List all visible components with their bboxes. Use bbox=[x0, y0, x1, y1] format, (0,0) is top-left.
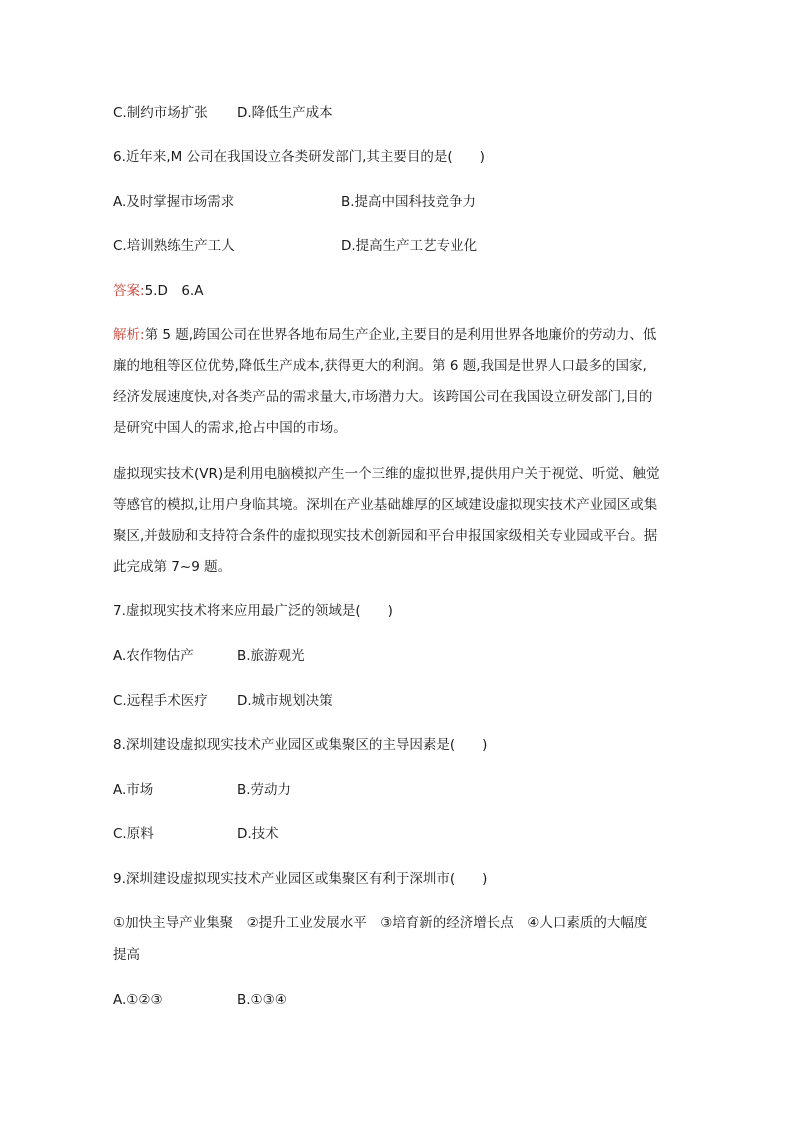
analysis-line-2: 廉的地租等区位优势,降低生产成本,获得更大的利润。第 6 题,我国是世界人口最多的国家, bbox=[113, 358, 647, 374]
answer-label: 答案: bbox=[113, 283, 145, 299]
q8-option-c: C.原料 bbox=[113, 826, 154, 842]
q7-options-row-2 bbox=[113, 692, 333, 710]
q7-options-row-1 bbox=[113, 647, 305, 665]
q6-option-b: B.提高中国科技竞争力 bbox=[341, 194, 477, 210]
q8-option-b: B.劳动力 bbox=[237, 782, 292, 798]
q6-option-c: C.培训熟练生产工人 bbox=[113, 238, 235, 254]
q7-stem: 7.虚拟现实技术将来应用最广泛的领域是( ) bbox=[113, 603, 393, 619]
q9-items-line-1: ①加快主导产业集聚 ②提升工业发展水平 ③培育新的经济增长点 ④人口素质的大幅度 bbox=[113, 915, 648, 931]
q5-option-d: D.降低生产成本 bbox=[237, 105, 333, 121]
q6-option-d: D.提高生产工艺专业化 bbox=[341, 238, 478, 254]
analysis-line-1 bbox=[113, 326, 683, 344]
answer-text: 5.D 6.A bbox=[144, 283, 204, 299]
q8-options-row-1 bbox=[113, 781, 292, 799]
q6-option-a: A.及时掌握市场需求 bbox=[113, 194, 235, 210]
q9-items-line-2: 提高 bbox=[113, 947, 140, 963]
q9-stem: 9.深圳建设虚拟现实技术产业园区或集聚区有利于深圳市( ) bbox=[113, 871, 488, 887]
passage-line-4: 此完成第 7~9 题。 bbox=[113, 559, 232, 575]
analysis-line-3: 经济发展速度快,对各类产品的需求量大,市场潜力大。该跨国公司在我国设立研发部门,目的 bbox=[113, 389, 653, 405]
q9-options-row-1 bbox=[113, 991, 287, 1009]
q7-option-a: A.农作物估产 bbox=[113, 648, 194, 664]
passage-line-2: 等感官的模拟,让用户身临其境。深圳在产业基础雄厚的区域建设虚拟现实技术产业园区或集 bbox=[113, 497, 658, 513]
q6-options-row-1 bbox=[113, 193, 477, 211]
q7-option-b: B.旅游观光 bbox=[237, 648, 305, 664]
q7-option-c: C.远程手术医疗 bbox=[113, 693, 208, 709]
q8-stem: 8.深圳建设虚拟现实技术产业园区或集聚区的主导因素是( ) bbox=[113, 737, 488, 753]
q8-option-a: A.市场 bbox=[113, 782, 154, 798]
analysis-text-1: 第 5 题,跨国公司在世界各地布局生产企业,主要目的是利用世界各地廉价的劳动力、低 bbox=[144, 327, 657, 343]
analysis-label: 解析: bbox=[113, 327, 145, 343]
q8-option-d: D.技术 bbox=[237, 826, 279, 842]
q5-options-row bbox=[113, 104, 333, 122]
q6-stem: 6.近年来,M 公司在我国设立各类研发部门,其主要目的是( ) bbox=[113, 149, 485, 165]
answer-line bbox=[113, 282, 203, 300]
q9-option-b: B.①③④ bbox=[237, 992, 287, 1008]
passage-line-1: 虚拟现实技术(VR)是利用电脑模拟产生一个三维的虚拟世界,提供用户关于视觉、听觉、触觉 bbox=[113, 466, 660, 482]
q5-option-c: C.制约市场扩张 bbox=[113, 105, 208, 121]
passage-line-3: 聚区,并鼓励和支持符合条件的虚拟现实技术创新园和平台申报国家级相关专业园或平台。据 bbox=[113, 528, 658, 544]
q9-option-a: A.①②③ bbox=[113, 992, 163, 1008]
q7-option-d: D.城市规划决策 bbox=[237, 693, 333, 709]
analysis-line-4: 是研究中国人的需求,抢占中国的市场。 bbox=[113, 420, 347, 436]
q8-options-row-2 bbox=[113, 825, 279, 843]
q6-options-row-2 bbox=[113, 237, 478, 255]
